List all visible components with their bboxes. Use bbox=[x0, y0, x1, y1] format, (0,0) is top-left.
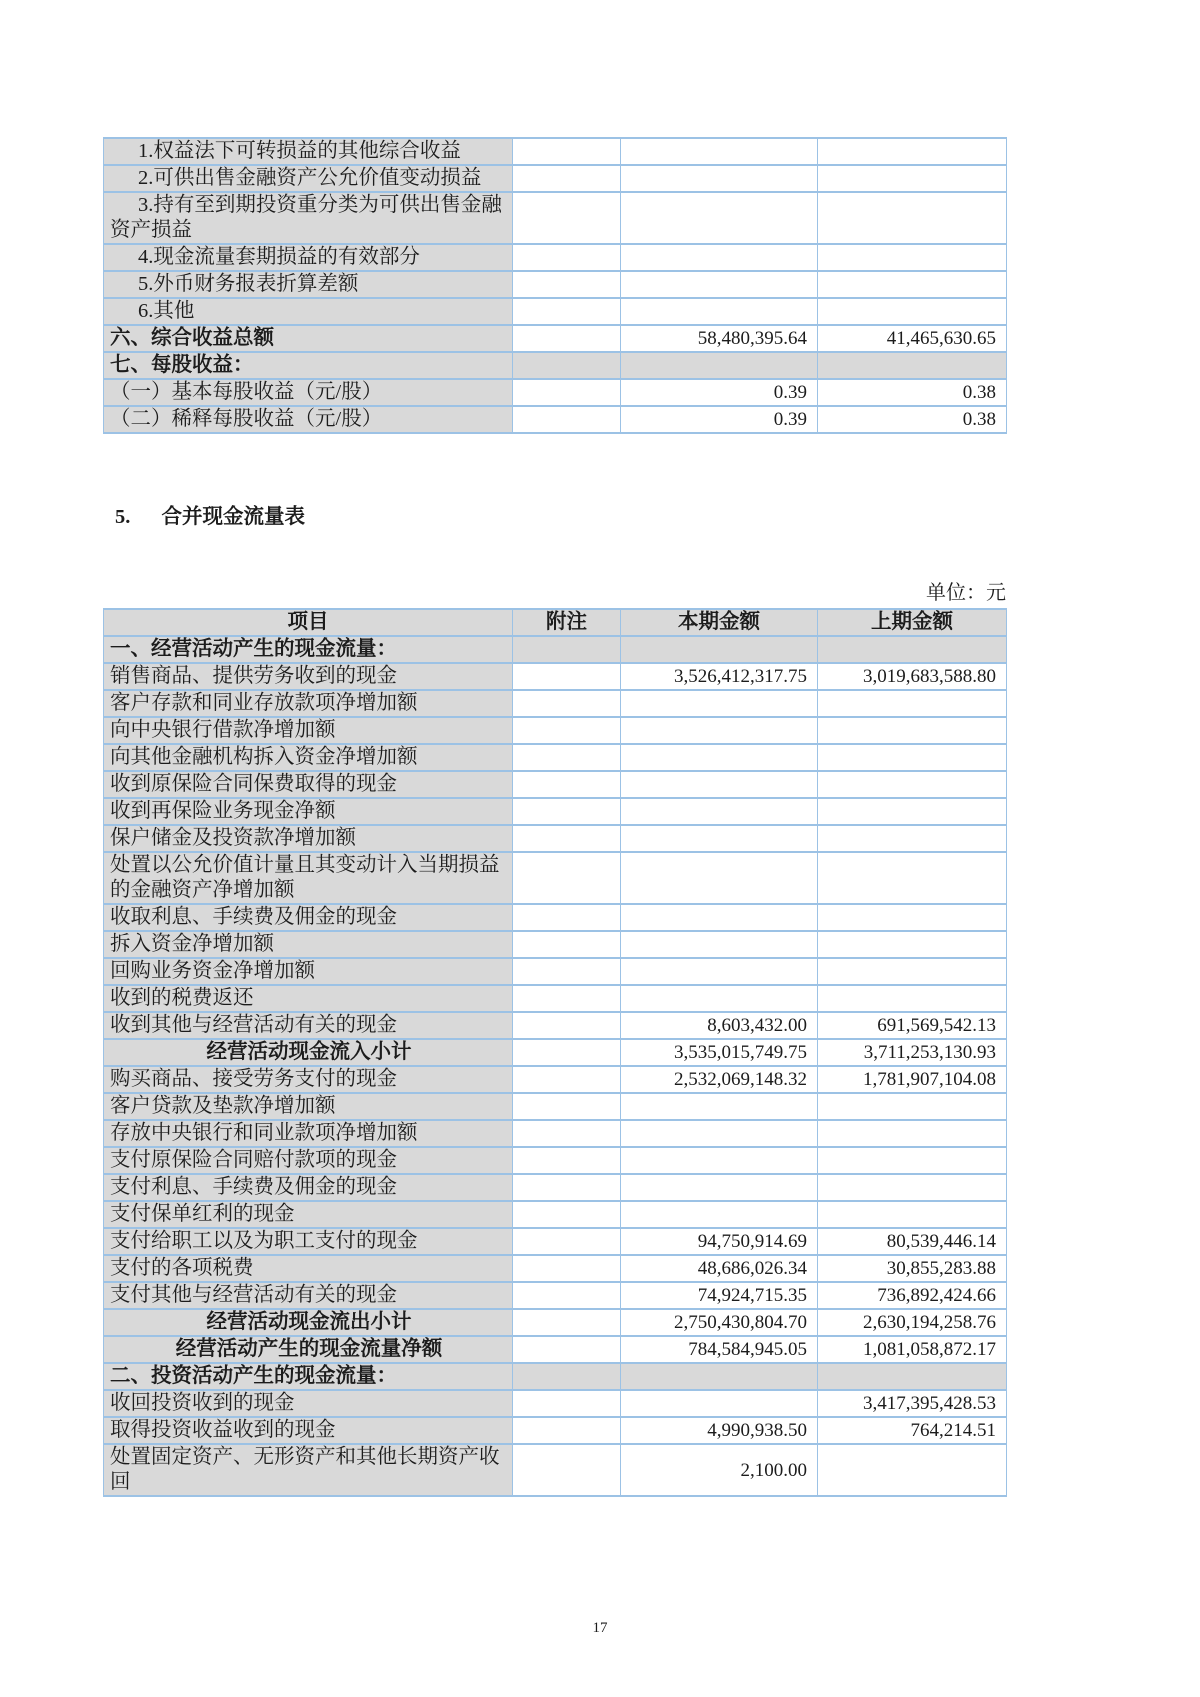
note-cell bbox=[513, 1336, 621, 1363]
cash-flow-row bbox=[104, 717, 1007, 744]
cash-flow-row bbox=[104, 690, 1007, 717]
note-cell bbox=[513, 1201, 621, 1228]
comprehensive-income-row bbox=[104, 298, 1007, 325]
prior-amount-cell bbox=[818, 904, 1007, 931]
row-label: 4.现金流量套期损益的有效部分 bbox=[104, 244, 513, 271]
cash-flow-table-body bbox=[104, 636, 1007, 1496]
row-label: 二、投资活动产生的现金流量： bbox=[104, 1363, 513, 1390]
note-cell bbox=[513, 165, 621, 192]
note-cell bbox=[513, 1093, 621, 1120]
row-label: 六、综合收益总额 bbox=[104, 325, 513, 352]
prior-amount-cell bbox=[818, 825, 1007, 852]
row-label: 收到再保险业务现金净额 bbox=[104, 798, 513, 825]
prior-amount-cell bbox=[818, 1093, 1007, 1120]
current-amount-cell bbox=[621, 744, 818, 771]
cash-flow-row bbox=[104, 904, 1007, 931]
comprehensive-income-row bbox=[104, 244, 1007, 271]
note-cell bbox=[513, 1066, 621, 1093]
note-cell bbox=[513, 1309, 621, 1336]
cash-flow-row bbox=[104, 1228, 1007, 1255]
current-amount-cell bbox=[621, 690, 818, 717]
note-cell bbox=[513, 636, 621, 663]
cash-flow-row bbox=[104, 825, 1007, 852]
current-amount-cell bbox=[621, 244, 818, 271]
cash-flow-row bbox=[104, 744, 1007, 771]
section-title bbox=[115, 504, 305, 530]
row-label: 处置以公允价值计量且其变动计入当期损益的金融资产净增加额 bbox=[104, 852, 513, 904]
prior-amount-cell bbox=[818, 244, 1007, 271]
current-amount-cell bbox=[621, 985, 818, 1012]
cash-flow-row bbox=[104, 771, 1007, 798]
comprehensive-income-row bbox=[104, 352, 1007, 379]
prior-amount-cell: 736,892,424.66 bbox=[818, 1282, 1007, 1309]
row-label: 向其他金融机构拆入资金净增加额 bbox=[104, 744, 513, 771]
current-amount-cell bbox=[621, 825, 818, 852]
note-cell bbox=[513, 690, 621, 717]
current-amount-cell bbox=[621, 798, 818, 825]
row-label: 一、经营活动产生的现金流量： bbox=[104, 636, 513, 663]
comprehensive-income-row bbox=[104, 325, 1007, 352]
cash-flow-row bbox=[104, 1093, 1007, 1120]
section-number: 5. bbox=[115, 506, 131, 528]
cash-flow-row bbox=[104, 1363, 1007, 1390]
current-amount-cell: 74,924,715.35 bbox=[621, 1282, 818, 1309]
row-label: 1.权益法下可转损益的其他综合收益 bbox=[104, 138, 513, 165]
row-label: 支付保单红利的现金 bbox=[104, 1201, 513, 1228]
current-amount-cell bbox=[621, 1201, 818, 1228]
comprehensive-income-row bbox=[104, 165, 1007, 192]
prior-amount-cell bbox=[818, 798, 1007, 825]
note-cell bbox=[513, 1228, 621, 1255]
note-cell bbox=[513, 244, 621, 271]
prior-amount-cell bbox=[818, 138, 1007, 165]
prior-amount-cell bbox=[818, 985, 1007, 1012]
note-cell bbox=[513, 298, 621, 325]
prior-amount-cell: 764,214.51 bbox=[818, 1417, 1007, 1444]
cash-flow-row bbox=[104, 1336, 1007, 1363]
cash-flow-row bbox=[104, 1417, 1007, 1444]
note-cell bbox=[513, 1390, 621, 1417]
current-amount-cell: 0.39 bbox=[621, 379, 818, 406]
prior-amount-cell bbox=[818, 771, 1007, 798]
note-cell bbox=[513, 1120, 621, 1147]
current-amount-cell: 784,584,945.05 bbox=[621, 1336, 818, 1363]
cash-flow-row bbox=[104, 798, 1007, 825]
note-cell bbox=[513, 379, 621, 406]
note-cell bbox=[513, 825, 621, 852]
prior-amount-cell bbox=[818, 931, 1007, 958]
prior-amount-cell: 3,019,683,588.80 bbox=[818, 663, 1007, 690]
current-amount-cell: 58,480,395.64 bbox=[621, 325, 818, 352]
cash-flow-row bbox=[104, 1120, 1007, 1147]
note-cell bbox=[513, 1363, 621, 1390]
cash-flow-row bbox=[104, 958, 1007, 985]
row-label: 销售商品、提供劳务收到的现金 bbox=[104, 663, 513, 690]
row-label: （二）稀释每股收益（元/股） bbox=[104, 406, 513, 433]
note-cell bbox=[513, 406, 621, 433]
prior-amount-cell bbox=[818, 271, 1007, 298]
note-cell bbox=[513, 663, 621, 690]
row-label: 支付的各项税费 bbox=[104, 1255, 513, 1282]
current-amount-cell: 2,532,069,148.32 bbox=[621, 1066, 818, 1093]
cash-flow-row bbox=[104, 1147, 1007, 1174]
row-label: 支付利息、手续费及佣金的现金 bbox=[104, 1174, 513, 1201]
current-amount-cell bbox=[621, 636, 818, 663]
note-cell bbox=[513, 852, 621, 904]
current-amount-cell bbox=[621, 1093, 818, 1120]
current-amount-cell bbox=[621, 165, 818, 192]
row-label: 经营活动产生的现金流量净额 bbox=[104, 1336, 513, 1363]
current-amount-cell: 94,750,914.69 bbox=[621, 1228, 818, 1255]
prior-amount-cell bbox=[818, 165, 1007, 192]
prior-amount-cell bbox=[818, 1147, 1007, 1174]
current-amount-cell: 48,686,026.34 bbox=[621, 1255, 818, 1282]
row-label: 收到的税费返还 bbox=[104, 985, 513, 1012]
row-label: 七、每股收益： bbox=[104, 352, 513, 379]
row-label: 6.其他 bbox=[104, 298, 513, 325]
current-amount-cell: 8,603,432.00 bbox=[621, 1012, 818, 1039]
note-cell bbox=[513, 904, 621, 931]
row-label: 支付原保险合同赔付款项的现金 bbox=[104, 1147, 513, 1174]
current-amount-cell bbox=[621, 1363, 818, 1390]
prior-amount-cell: 1,781,907,104.08 bbox=[818, 1066, 1007, 1093]
row-label: 处置固定资产、无形资产和其他长期资产收回 bbox=[104, 1444, 513, 1496]
current-amount-cell: 3,526,412,317.75 bbox=[621, 663, 818, 690]
row-label: 收回投资收到的现金 bbox=[104, 1390, 513, 1417]
prior-amount-cell bbox=[818, 717, 1007, 744]
row-label: 取得投资收益收到的现金 bbox=[104, 1417, 513, 1444]
note-cell bbox=[513, 1174, 621, 1201]
cash-flow-row bbox=[104, 1444, 1007, 1496]
prior-amount-cell bbox=[818, 1201, 1007, 1228]
row-label: 收取利息、手续费及佣金的现金 bbox=[104, 904, 513, 931]
row-label: 拆入资金净增加额 bbox=[104, 931, 513, 958]
current-amount-cell bbox=[621, 138, 818, 165]
prior-amount-cell: 30,855,283.88 bbox=[818, 1255, 1007, 1282]
row-label: 客户存款和同业存放款项净增加额 bbox=[104, 690, 513, 717]
comprehensive-income-row bbox=[104, 271, 1007, 298]
cash-flow-table bbox=[103, 608, 1007, 1497]
comprehensive-income-row bbox=[104, 379, 1007, 406]
current-amount-cell bbox=[621, 931, 818, 958]
cash-flow-row bbox=[104, 1174, 1007, 1201]
cash-flow-row bbox=[104, 636, 1007, 663]
comprehensive-income-row bbox=[104, 138, 1007, 165]
current-amount-cell bbox=[621, 192, 818, 244]
row-label: 购买商品、接受劳务支付的现金 bbox=[104, 1066, 513, 1093]
prior-amount-cell: 41,465,630.65 bbox=[818, 325, 1007, 352]
current-amount-cell bbox=[621, 1147, 818, 1174]
current-amount-cell: 2,100.00 bbox=[621, 1444, 818, 1496]
current-amount-cell bbox=[621, 958, 818, 985]
prior-amount-cell bbox=[818, 690, 1007, 717]
note-cell bbox=[513, 717, 621, 744]
prior-amount-cell: 3,417,395,428.53 bbox=[818, 1390, 1007, 1417]
prior-amount-cell: 2,630,194,258.76 bbox=[818, 1309, 1007, 1336]
section-title-text: 合并现金流量表 bbox=[161, 506, 305, 528]
row-label: 回购业务资金净增加额 bbox=[104, 958, 513, 985]
header-note: 附注 bbox=[513, 609, 621, 636]
row-label: 收到其他与经营活动有关的现金 bbox=[104, 1012, 513, 1039]
comprehensive-income-table-body bbox=[104, 138, 1007, 433]
prior-amount-cell: 0.38 bbox=[818, 406, 1007, 433]
note-cell bbox=[513, 958, 621, 985]
current-amount-cell bbox=[621, 1174, 818, 1201]
row-label: 存放中央银行和同业款项净增加额 bbox=[104, 1120, 513, 1147]
note-cell bbox=[513, 271, 621, 298]
cash-flow-row bbox=[104, 1282, 1007, 1309]
note-cell bbox=[513, 138, 621, 165]
current-amount-cell bbox=[621, 852, 818, 904]
current-amount-cell bbox=[621, 1390, 818, 1417]
cash-flow-row bbox=[104, 1255, 1007, 1282]
cash-flow-row bbox=[104, 1390, 1007, 1417]
prior-amount-cell bbox=[818, 1444, 1007, 1496]
page-number: 17 bbox=[592, 1620, 608, 1636]
row-label: 支付给职工以及为职工支付的现金 bbox=[104, 1228, 513, 1255]
comprehensive-income-table bbox=[103, 137, 1007, 434]
note-cell bbox=[513, 1444, 621, 1496]
cash-flow-row bbox=[104, 985, 1007, 1012]
note-cell bbox=[513, 1255, 621, 1282]
note-cell bbox=[513, 744, 621, 771]
note-cell bbox=[513, 325, 621, 352]
row-label: 经营活动现金流出小计 bbox=[104, 1309, 513, 1336]
note-cell bbox=[513, 192, 621, 244]
note-cell bbox=[513, 985, 621, 1012]
current-amount-cell: 4,990,938.50 bbox=[621, 1417, 818, 1444]
current-amount-cell bbox=[621, 771, 818, 798]
prior-amount-cell bbox=[818, 958, 1007, 985]
comprehensive-income-row bbox=[104, 192, 1007, 244]
note-cell bbox=[513, 1417, 621, 1444]
prior-amount-cell: 691,569,542.13 bbox=[818, 1012, 1007, 1039]
note-cell bbox=[513, 352, 621, 379]
row-label: 收到原保险合同保费取得的现金 bbox=[104, 771, 513, 798]
current-amount-cell: 0.39 bbox=[621, 406, 818, 433]
cash-flow-row bbox=[104, 1039, 1007, 1066]
header-item: 项目 bbox=[104, 609, 513, 636]
row-label: 5.外币财务报表折算差额 bbox=[104, 271, 513, 298]
prior-amount-cell: 3,711,253,130.93 bbox=[818, 1039, 1007, 1066]
note-cell bbox=[513, 771, 621, 798]
comprehensive-income-row bbox=[104, 406, 1007, 433]
current-amount-cell bbox=[621, 298, 818, 325]
note-cell bbox=[513, 798, 621, 825]
note-cell bbox=[513, 1282, 621, 1309]
note-cell bbox=[513, 1039, 621, 1066]
prior-amount-cell bbox=[818, 1120, 1007, 1147]
row-label: 3.持有至到期投资重分类为可供出售金融资产损益 bbox=[104, 192, 513, 244]
header-prior-period: 上期金额 bbox=[818, 609, 1007, 636]
row-label: 客户贷款及垫款净增加额 bbox=[104, 1093, 513, 1120]
prior-amount-cell: 1,081,058,872.17 bbox=[818, 1336, 1007, 1363]
unit-label: 单位：元 bbox=[926, 582, 1006, 604]
prior-amount-cell: 80,539,446.14 bbox=[818, 1228, 1007, 1255]
current-amount-cell: 3,535,015,749.75 bbox=[621, 1039, 818, 1066]
cash-flow-row bbox=[104, 1309, 1007, 1336]
prior-amount-cell bbox=[818, 636, 1007, 663]
prior-amount-cell bbox=[818, 852, 1007, 904]
prior-amount-cell bbox=[818, 298, 1007, 325]
row-label: 2.可供出售金融资产公允价值变动损益 bbox=[104, 165, 513, 192]
current-amount-cell bbox=[621, 904, 818, 931]
note-cell bbox=[513, 1147, 621, 1174]
cash-flow-row bbox=[104, 1201, 1007, 1228]
cash-flow-row bbox=[104, 1066, 1007, 1093]
current-amount-cell bbox=[621, 271, 818, 298]
prior-amount-cell bbox=[818, 1174, 1007, 1201]
row-label: 经营活动现金流入小计 bbox=[104, 1039, 513, 1066]
cash-flow-header-row bbox=[104, 609, 1007, 636]
cash-flow-row bbox=[104, 1012, 1007, 1039]
cash-flow-row bbox=[104, 663, 1007, 690]
row-label: 向中央银行借款净增加额 bbox=[104, 717, 513, 744]
current-amount-cell bbox=[621, 717, 818, 744]
current-amount-cell bbox=[621, 1120, 818, 1147]
note-cell bbox=[513, 1012, 621, 1039]
prior-amount-cell bbox=[818, 1363, 1007, 1390]
current-amount-cell: 2,750,430,804.70 bbox=[621, 1309, 818, 1336]
cash-flow-row bbox=[104, 852, 1007, 904]
prior-amount-cell bbox=[818, 352, 1007, 379]
prior-amount-cell: 0.38 bbox=[818, 379, 1007, 406]
cash-flow-row bbox=[104, 931, 1007, 958]
row-label: 保户储金及投资款净增加额 bbox=[104, 825, 513, 852]
header-current-period: 本期金额 bbox=[621, 609, 818, 636]
row-label: （一）基本每股收益（元/股） bbox=[104, 379, 513, 406]
prior-amount-cell bbox=[818, 744, 1007, 771]
current-amount-cell bbox=[621, 352, 818, 379]
note-cell bbox=[513, 931, 621, 958]
row-label: 支付其他与经营活动有关的现金 bbox=[104, 1282, 513, 1309]
prior-amount-cell bbox=[818, 192, 1007, 244]
